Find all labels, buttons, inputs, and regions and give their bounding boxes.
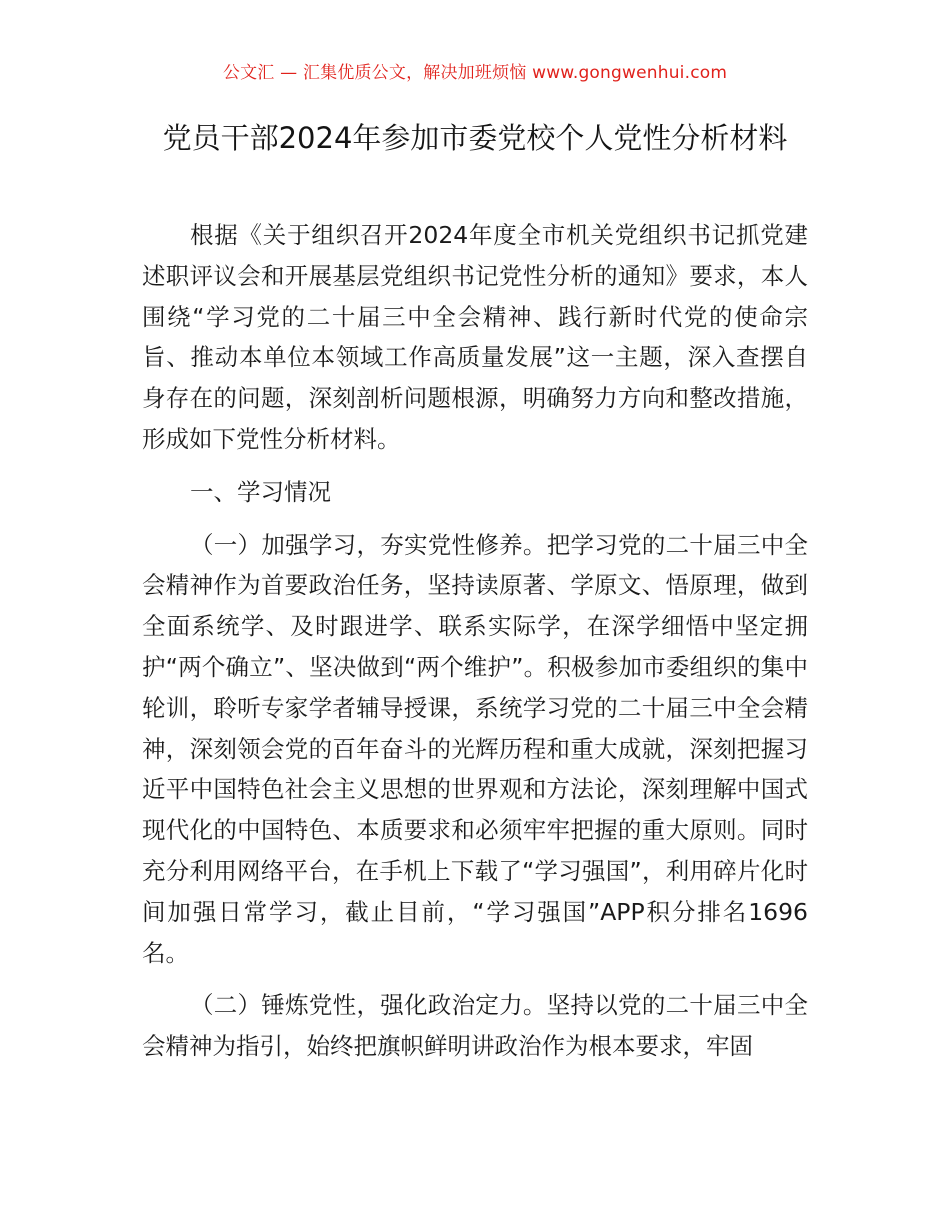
- section-heading-study: 一、学习情况: [190, 477, 331, 506]
- intro-paragraph: 根据《关于组织召开2024年度全市机关党组织书记抓党建述职评议会和开展基层党组织书记党性分析的通知》要求，本人围绕“学习党的二十届三中全会精神、践行新时代党的使命宗旨、推动本单位本领域工作高质量发展”这一主题，深入查摆自身存在的问题，深刻剖析问题根源，明确努力方向和整改措施，形成如下党性分析材料。: [142, 221, 808, 453]
- document-body: [142, 215, 808, 1067]
- watermark-banner: 公文汇 — 汇集优质公文，解决加班烦恼 www.gongwenhui.com: [222, 63, 728, 83]
- paragraph-strengthen-study: （一）加强学习，夯实党性修养。把学习党的二十届三中全会精神作为首要政治任务，坚持读原著、学原文、悟原理，做到全面系统学、及时跟进学、联系实际学，在深学细悟中坚定拥护“两个确立”、坚决做到“两个维护”。积极参加市委组织的集中轮训，聆听专家学者辅导授课，系统学习党的二十届三中全会精神，深刻领会党的百年奋斗的光辉历程和重大成就，深刻把握习近平中国特色社会主义思想的世界观和方法论，深刻理解中国式现代化的中国特色、本质要求和必须牢牢把握的重大原则。同时充分利用网络平台，在手机上下载了“学习强国”，利用碎片化时间加强日常学习，截止目前，“学习强国”APP积分排名1696名。: [142, 530, 808, 967]
- paragraph-temper-party-spirit: （二）锤炼党性，强化政治定力。坚持以党的二十届三中全会精神为指引，始终把旗帜鲜明讲政治作为根本要求，牢固: [142, 991, 808, 1061]
- document-title: 党员干部2024年参加市委党校个人党性分析材料: [162, 121, 788, 155]
